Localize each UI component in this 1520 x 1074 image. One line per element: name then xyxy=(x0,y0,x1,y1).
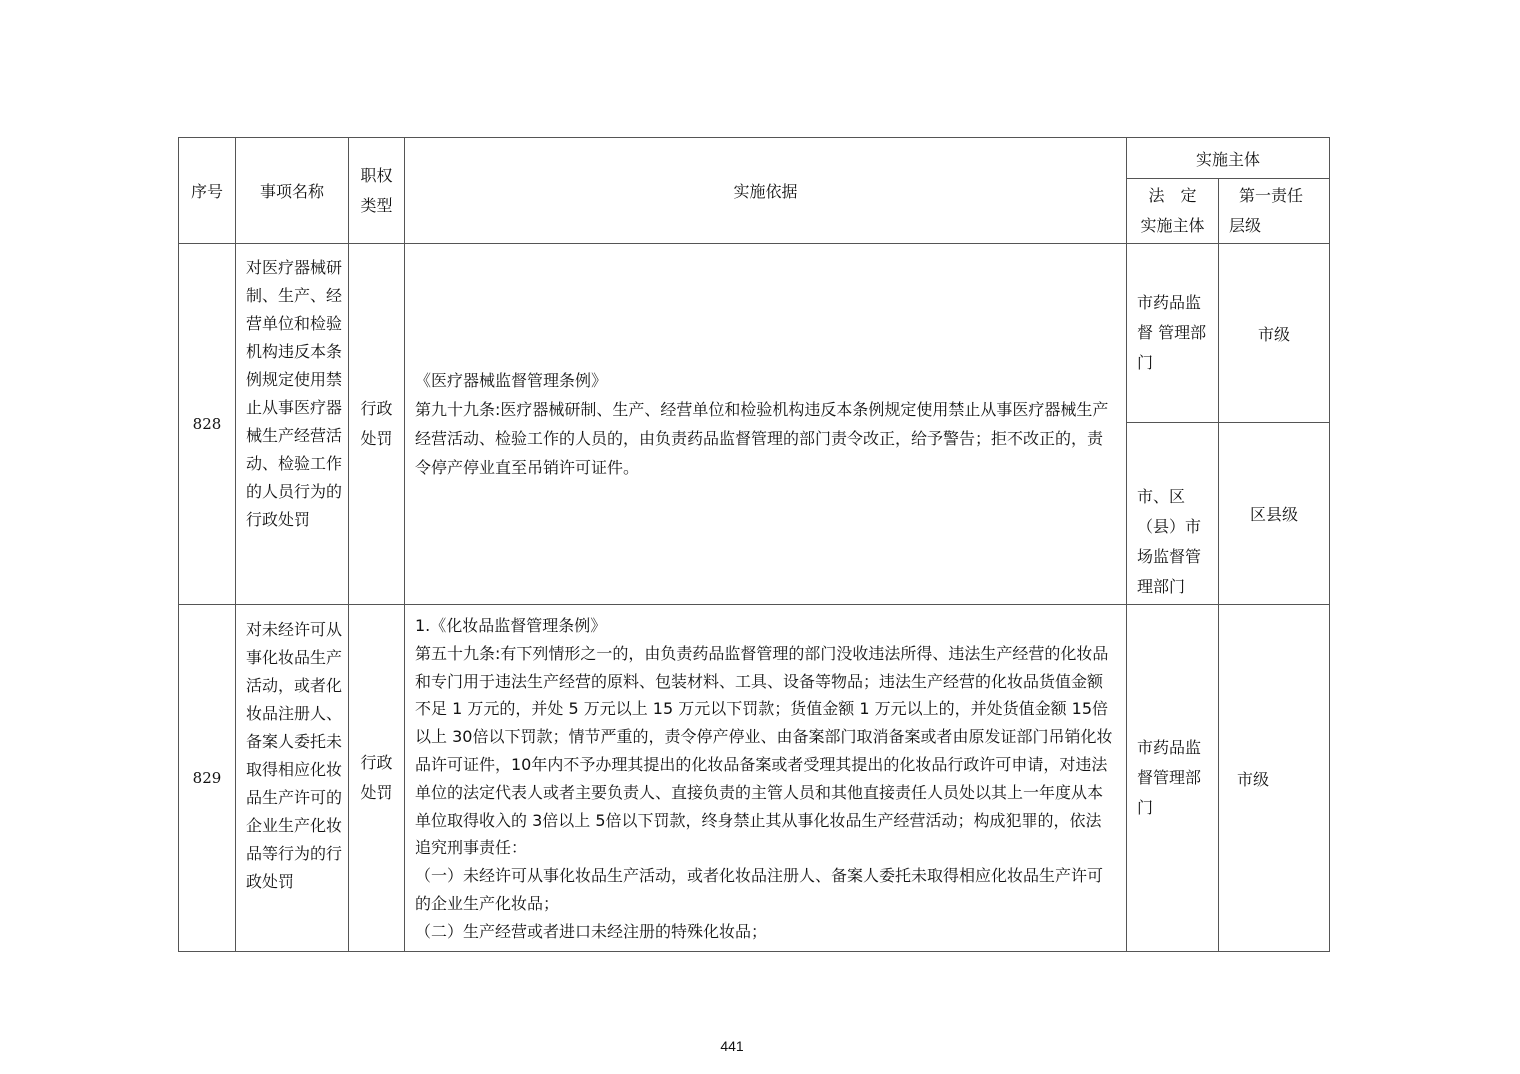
header-legal-implementer-line2: 实施主体 xyxy=(1140,216,1205,235)
row-item-name: 对未经许可从事化妆品生产活动，或者化妆品注册人、备案人委托未取得相应化妆品生产许可的企业生产化妆品等行为的行政处罚 xyxy=(236,605,349,952)
row-seq: 828 xyxy=(179,244,236,605)
row-implementer-level: 市级 xyxy=(1219,605,1330,952)
header-item-name: 事项名称 xyxy=(236,138,349,244)
row-implementer-subject: 市、区（县）市场监督管理部门 xyxy=(1127,423,1219,605)
header-seq: 序号 xyxy=(179,138,236,244)
header-first-responsibility xyxy=(1219,179,1330,244)
header-power-type-line1: 职权 xyxy=(360,165,393,185)
row-basis-item-2: （二）生产经营或者进口未经注册的特殊化妆品； xyxy=(415,921,768,941)
row-basis xyxy=(405,605,1127,952)
table-row xyxy=(179,605,1330,952)
header-row-1 xyxy=(179,138,1330,179)
header-implementer-group: 实施主体 xyxy=(1127,138,1330,179)
enforcement-table xyxy=(178,137,1330,952)
row-implementer-level: 市级 xyxy=(1219,244,1330,423)
row-basis-title: 1.《化妆品监督管理条例》 xyxy=(415,616,607,635)
header-power-type xyxy=(349,138,405,244)
row-seq: 829 xyxy=(179,605,236,952)
row-implementer-subject: 市药品监督 管理部门 xyxy=(1127,244,1219,423)
row-power-type-line2: 处罚 xyxy=(360,429,393,448)
header-first-responsibility-line1: 第一责任 xyxy=(1239,186,1304,205)
row-power-type xyxy=(349,244,405,605)
row-implementer-subject: 市药品监督管理部门 xyxy=(1127,605,1219,952)
header-legal-implementer-line1: 法 定 xyxy=(1148,186,1197,205)
row-basis-title: 《医疗器械监督管理条例》 xyxy=(415,371,608,390)
row-power-type-line1: 行政 xyxy=(360,399,393,418)
row-power-type-line1: 行政 xyxy=(360,753,393,772)
row-power-type-line2: 处罚 xyxy=(360,783,393,802)
header-first-responsibility-line2: 层级 xyxy=(1229,216,1262,235)
row-basis xyxy=(405,244,1127,605)
row-basis-item-1: （一）未经许可从事化妆品生产活动，或者化妆品注册人、备案人委托未取得相应化妆品生产许可的企业生产化妆品； xyxy=(415,866,1104,913)
page-number: 441 xyxy=(720,1038,744,1054)
header-basis: 实施依据 xyxy=(405,138,1127,244)
row-implementer-level: 区县级 xyxy=(1219,423,1330,605)
row-item-name: 对医疗器械研制、生产、经营单位和检验机构违反本条例规定使用禁止从事医疗器械生产经营活动、检验工作的人员行为的行政处罚 xyxy=(236,244,349,605)
table-row xyxy=(179,244,1330,423)
header-power-type-line2: 类型 xyxy=(360,195,393,215)
row-power-type xyxy=(349,605,405,952)
row-basis-body: 第九十九条:医疗器械研制、生产、经营单位和检验机构违反本条例规定使用禁止从事医疗器械生产经营活动、检验工作的人员的，由负责药品监督管理的部门责令改正，给予警告；拒不改正的，责令停产停业直至吊销许可证件。 xyxy=(415,400,1109,477)
header-legal-implementer xyxy=(1127,179,1219,244)
row-basis-body: 第五十九条:有下列情形之一的，由负责药品监督管理的部门没收违法所得、违法生产经营的化妆品和专门用于违法生产经营的原料、包装材料、工具、设备等物品；违法生产经营的化妆品货值金额不足 1 万元的，并处 5 万元以上 15 万元以下罚款；货值金额 1 万元以上的，并处货值金额 15倍以上 30倍以下罚款；情节严重的，责令停产停业、由备案部门取消备案或者由原发证部门吊销化妆品许可证件，10年内不予办理其提出的化妆品备案或者受理其提出的化妆品行政许可申请，对违法单位的法定代表人或者主要负责人、直接负责的主管人员和其他直接责任人员处以其上一年度从本单位取得收入的 3倍以上 5倍以下罚款，终身禁止其从事化妆品生产经营活动；构成犯罪的，依法追究刑事责任： xyxy=(415,643,1113,858)
